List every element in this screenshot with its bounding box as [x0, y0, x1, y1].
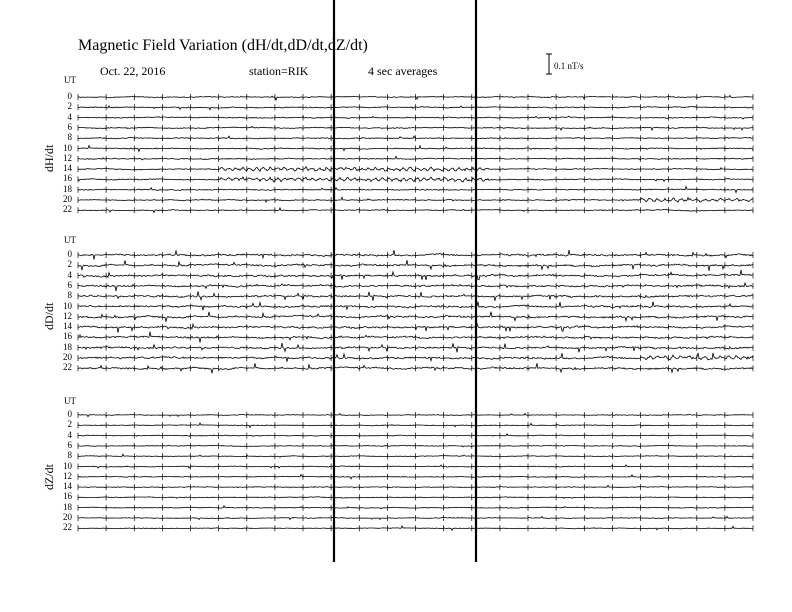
hour-label: 0 — [67, 409, 72, 419]
hour-label: 20 — [63, 194, 72, 204]
hour-label: 18 — [63, 501, 72, 512]
hour-label: 6 — [67, 279, 72, 290]
hour-label: 8 — [67, 450, 72, 461]
chart-title: Magnetic Field Variation (dH/dt,dD/dt,dZ/dt) — [78, 37, 368, 54]
averaging-label: 4 sec averages — [368, 64, 438, 78]
component-label-dD-dt: dD/dt — [42, 302, 56, 330]
time-ticks — [78, 283, 753, 289]
ut-axis-label: UT — [64, 396, 76, 406]
hour-label: 14 — [63, 321, 72, 332]
hour-label: 22 — [63, 204, 72, 215]
hour-label: 12 — [63, 152, 72, 163]
hour-label: 6 — [67, 439, 72, 450]
date-label: Oct. 22, 2016 — [100, 64, 166, 78]
hour-label: 16 — [63, 331, 72, 342]
hour-label: 0 — [67, 91, 72, 101]
scale-bar — [546, 54, 552, 74]
ut-axis-label: UT — [64, 75, 76, 85]
hour-label: 8 — [67, 132, 72, 143]
hour-label: 4 — [67, 111, 72, 122]
time-ticks — [78, 273, 753, 279]
component-label-dH-dt: dH/dt — [42, 144, 56, 172]
station-label: station=RIK — [249, 64, 309, 78]
scale-bar-label: 0.1 nT/s — [554, 61, 584, 71]
hour-label: 14 — [63, 163, 72, 174]
hour-label: 12 — [63, 310, 72, 321]
hour-label: 4 — [67, 269, 72, 280]
hour-label: 10 — [63, 460, 72, 471]
hour-label: 4 — [67, 429, 72, 440]
hour-label: 8 — [67, 290, 72, 301]
hour-label: 18 — [63, 183, 72, 194]
ut-axis-label: UT — [64, 235, 76, 245]
hour-label: 0 — [67, 249, 72, 259]
hour-label: 18 — [63, 341, 72, 352]
hour-label: 20 — [63, 352, 72, 362]
hour-label: 2 — [67, 259, 72, 270]
hour-label: 22 — [63, 522, 72, 533]
hour-label: 22 — [63, 362, 72, 373]
hour-label: 20 — [63, 512, 72, 522]
hour-label: 14 — [63, 481, 72, 492]
hour-label: 6 — [67, 121, 72, 132]
hour-label: 2 — [67, 419, 72, 430]
component-label-dZ-dt: dZ/dt — [42, 463, 56, 490]
hour-label: 12 — [63, 470, 72, 481]
hour-label: 10 — [63, 142, 72, 153]
hour-label: 10 — [63, 300, 72, 311]
hour-label: 16 — [63, 173, 72, 184]
hour-label: 2 — [67, 101, 72, 112]
hour-label: 16 — [63, 491, 72, 502]
